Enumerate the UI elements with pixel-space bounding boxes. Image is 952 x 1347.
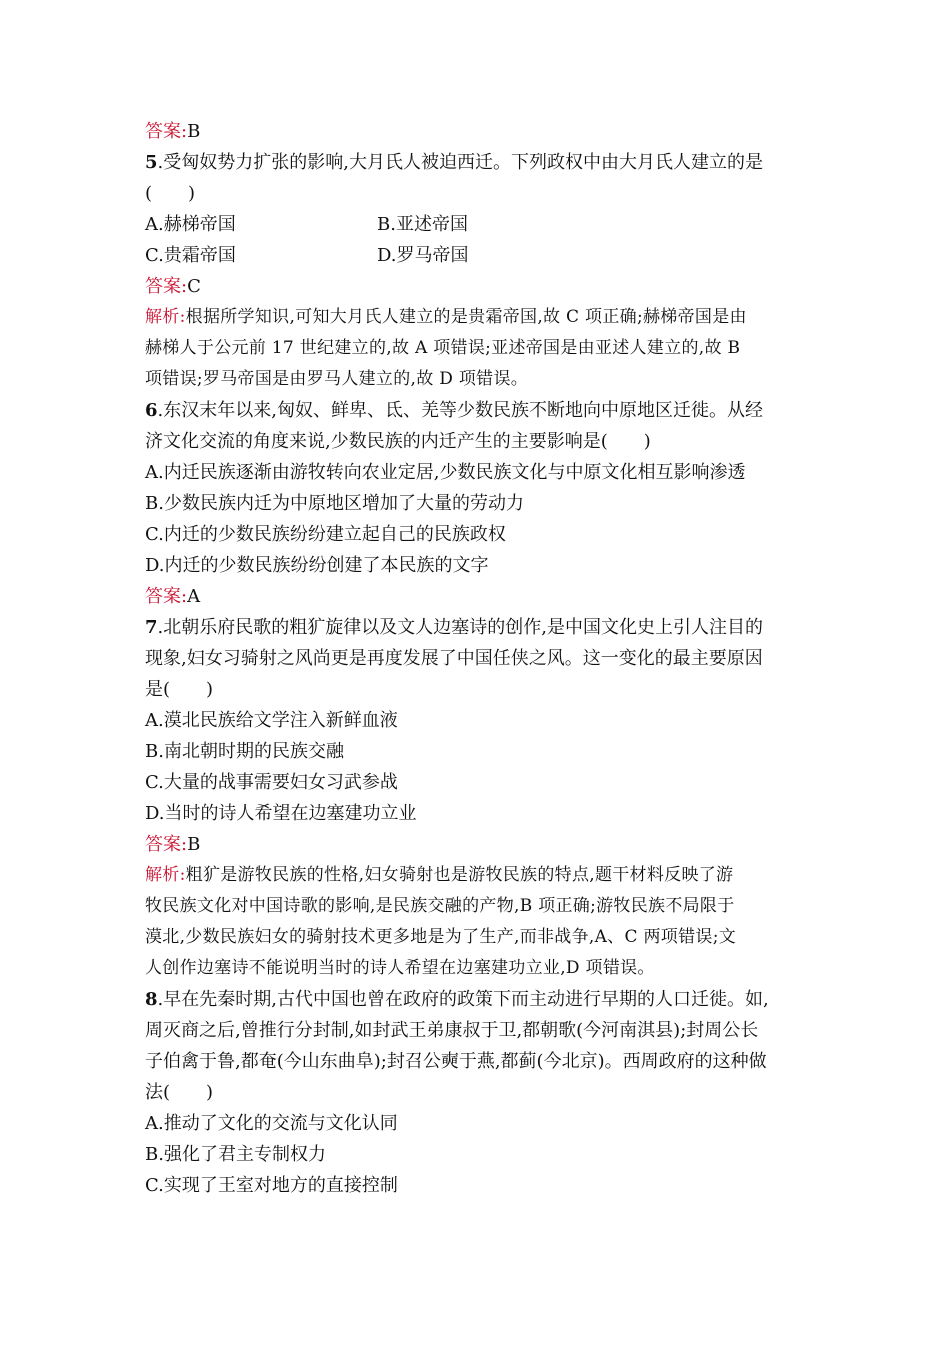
- q5-explanation-line-3: 项错误;罗马帝国是由罗马人建立的,故 D 项错误。: [145, 369, 529, 389]
- q8-option-a: A.推动了文化的交流与文化认同: [145, 1113, 398, 1134]
- q8-option-c: C.实现了王室对地方的直接控制: [145, 1175, 398, 1196]
- q6-option-d: D.内迁的少数民族纷纷创建了本民族的文字: [145, 555, 489, 576]
- q5-options-row-2: [145, 240, 810, 271]
- answer-label: 答案:: [145, 586, 188, 607]
- question-text: .北朝乐府民歌的粗犷旋律以及文人边塞诗的创作,是中国文化史上引人注目的: [157, 617, 763, 638]
- q4-answer: [145, 116, 810, 147]
- q5-stem-line-2: ( ): [145, 183, 196, 204]
- q7-stem-line-2: 现象,妇女习骑射之风尚更是再度发展了中国任侠之风。这一变化的最主要原因: [145, 648, 763, 669]
- q7-explanation-line-1: [145, 860, 810, 891]
- option-c: C.贵霜帝国: [145, 245, 236, 266]
- q7-option-b: B.南北朝时期的民族交融: [145, 741, 344, 762]
- question-number: 7: [145, 617, 158, 638]
- question-number: 8: [145, 989, 158, 1010]
- explanation-text: 根据所学知识,可知大月氏人建立的是贵霜帝国,故 C 项正确;赫梯帝国是由: [185, 307, 747, 327]
- q6-option-b: B.少数民族内迁为中原地区增加了大量的劳动力: [145, 493, 524, 514]
- q7-option-d: D.当时的诗人希望在边塞建功立业: [145, 803, 417, 824]
- q5-explanation-line-1: [145, 302, 810, 333]
- answer-value: C: [187, 276, 201, 297]
- q7-explanation-line-3: 漠北,少数民族妇女的骑射技术更多地是为了生产,而非战争,A、C 两项错误;文: [145, 927, 737, 947]
- q8-stem-line-1: [145, 984, 810, 1015]
- q8-option-b: B.强化了君主专制权力: [145, 1144, 326, 1165]
- q6-option-c: C.内迁的少数民族纷纷建立起自己的民族政权: [145, 524, 506, 545]
- q6-stem-line-1: [145, 395, 810, 426]
- explanation-text: 粗犷是游牧民族的性格,妇女骑射也是游牧民族的特点,题干材料反映了游: [185, 865, 734, 885]
- q5-options-row-1: [145, 209, 810, 240]
- q6-stem-line-2: 济文化交流的角度来说,少数民族的内迁产生的主要影响是( ): [145, 431, 651, 452]
- answer-value: A: [187, 586, 201, 607]
- q7-explanation-line-4: 人创作边塞诗不能说明当时的诗人希望在边塞建功立业,D 项错误。: [145, 958, 655, 978]
- question-text: .受匈奴势力扩张的影响,大月氏人被迫西迁。下列政权中由大月氏人建立的是: [157, 152, 763, 173]
- answer-value: B: [187, 121, 201, 142]
- option-b: B.亚述帝国: [377, 214, 468, 235]
- question-number: 6: [145, 400, 158, 421]
- answer-label: 答案:: [145, 834, 188, 855]
- question-text: .东汉末年以来,匈奴、鲜卑、氐、羌等少数民族不断地向中原地区迁徙。从经: [157, 400, 763, 421]
- answer-label: 答案:: [145, 121, 188, 142]
- q7-stem-line-3: 是( ): [145, 679, 214, 700]
- question-text: .早在先秦时期,古代中国也曾在政府的政策下而主动进行早期的人口迁徙。如,: [157, 989, 769, 1010]
- q6-option-a: A.内迁民族逐渐由游牧转向农业定居,少数民族文化与中原文化相互影响渗透: [145, 462, 746, 483]
- q7-explanation-line-2: 牧民族文化对中国诗歌的影响,是民族交融的产物,B 项正确;游牧民族不局限于: [145, 896, 735, 916]
- answer-label: 答案:: [145, 276, 188, 297]
- answer-value: B: [187, 834, 201, 855]
- question-number: 5: [145, 152, 158, 173]
- q5-answer: [145, 271, 810, 302]
- q8-stem-line-2: 周灭商之后,曾推行分封制,如封武王弟康叔于卫,都朝歌(今河南淇县);封周公长: [145, 1020, 759, 1041]
- q8-stem-line-4: 法( ): [145, 1082, 214, 1103]
- explanation-label: 解析:: [145, 865, 186, 885]
- q5-stem-line-1: [145, 147, 810, 178]
- q7-option-a: A.漠北民族给文学注入新鲜血液: [145, 710, 398, 731]
- option-d: D.罗马帝国: [377, 245, 469, 266]
- q5-explanation-line-2: 赫梯人于公元前 17 世纪建立的,故 A 项错误;亚述帝国是由亚述人建立的,故 B: [145, 338, 741, 358]
- explanation-label: 解析:: [145, 307, 186, 327]
- document-page: [145, 116, 810, 1201]
- q7-stem-line-1: [145, 612, 810, 643]
- q7-option-c: C.大量的战事需要妇女习武参战: [145, 772, 398, 793]
- option-a: A.赫梯帝国: [145, 214, 236, 235]
- q7-answer: [145, 829, 810, 860]
- q8-stem-line-3: 子伯禽于鲁,都奄(今山东曲阜);封召公奭于燕,都蓟(今北京)。西周政府的这种做: [145, 1051, 767, 1072]
- q6-answer: [145, 581, 810, 612]
